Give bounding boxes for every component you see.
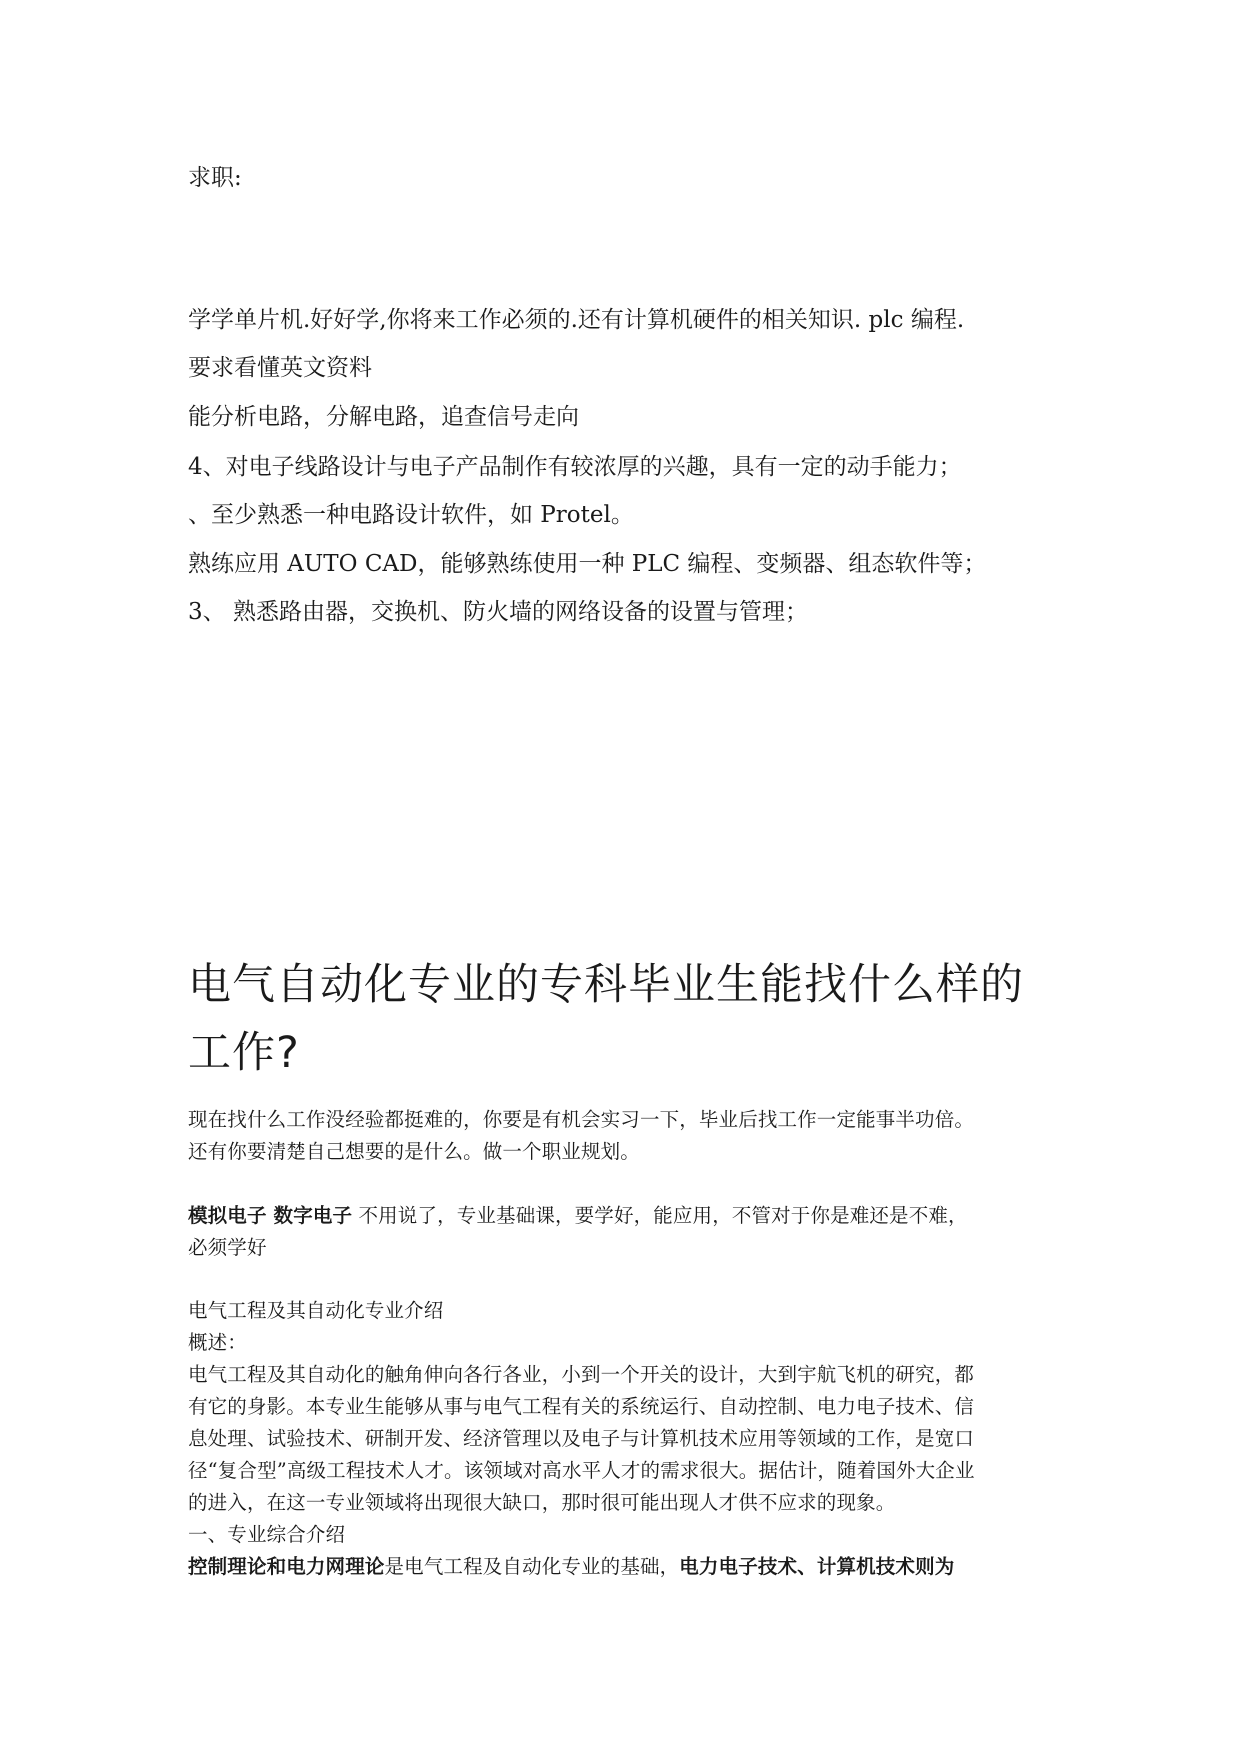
paragraph-line: 电气工程及其自动化的触角伸向各行各业，小到一个开关的设计，大到宇航飞机的研究，都	[188, 1363, 975, 1386]
requirement-line: 3、 熟悉路由器，交换机、防火墙的网络设备的设置与管理；	[188, 599, 808, 625]
paragraph-line: 息处理、试验技术、研制开发、经济管理以及电子与计算机技术应用等领域的工作，是宽口	[188, 1427, 975, 1450]
overview-label: 概述：	[188, 1331, 247, 1354]
paragraph-line: 有它的身影。本专业生能够从事与电气工程有关的系统运行、自动控制、电力电子技术、信	[188, 1395, 975, 1418]
bold-phrase: 模拟电子 数字电子	[188, 1204, 353, 1227]
paragraph-line: 还有你要清楚自己想要的是什么。做一个职业规划。	[188, 1140, 640, 1163]
intro-label: 求职:	[188, 165, 242, 191]
requirement-line: 要求看懂英文资料	[188, 355, 372, 381]
requirement-line: 4、对电子线路设计与电子产品制作有较浓厚的兴趣，具有一定的动手能力；	[188, 454, 962, 480]
paragraph-line: 的进入，在这一专业领域将出现很大缺口，那时很可能出现人才供不应求的现象。	[188, 1491, 896, 1514]
section-heading: 电气工程及其自动化专业介绍	[188, 1299, 444, 1322]
paragraph-line	[188, 1554, 954, 1580]
paragraph-line	[188, 1203, 968, 1229]
paragraph-line: 径“复合型”高级工程技术人才。该领域对高水平人才的需求很大。据估计，随着国外大企业	[188, 1459, 975, 1482]
requirement-line: 、至少熟悉一种电路设计软件，如 Protel。	[188, 502, 634, 528]
paragraph-text: 是电气工程及自动化专业的基础，	[384, 1555, 680, 1578]
article-title-line2: 工作?	[188, 1028, 300, 1078]
requirement-line: 能分析电路，分解电路，追查信号走向	[188, 404, 579, 430]
section-heading: 一、专业综合介绍	[188, 1523, 346, 1546]
requirement-line: 熟练应用 AUTO CAD，能够熟练使用一种 PLC 编程、变频器、组态软件等；	[188, 551, 987, 577]
paragraph-line: 现在找什么工作没经验都挺难的，你要是有机会实习一下，毕业后找工作一定能事半功倍。	[188, 1108, 975, 1131]
requirement-line: 学学单片机.好好学,你将来工作必须的.还有计算机硬件的相关知识. plc 编程.	[188, 307, 965, 333]
article-title-line1: 电气自动化专业的专科毕业生能找什么样的	[188, 960, 1024, 1010]
bold-phrase: 控制理论和电力网理论	[188, 1555, 385, 1578]
paragraph-text: 不用说了，专业基础课，要学好，能应用，不管对于你是难还是不难，	[352, 1204, 968, 1227]
bold-phrase: 电力电子技术、计算机技术则为	[679, 1555, 955, 1578]
paragraph-line: 必须学好	[188, 1236, 267, 1259]
